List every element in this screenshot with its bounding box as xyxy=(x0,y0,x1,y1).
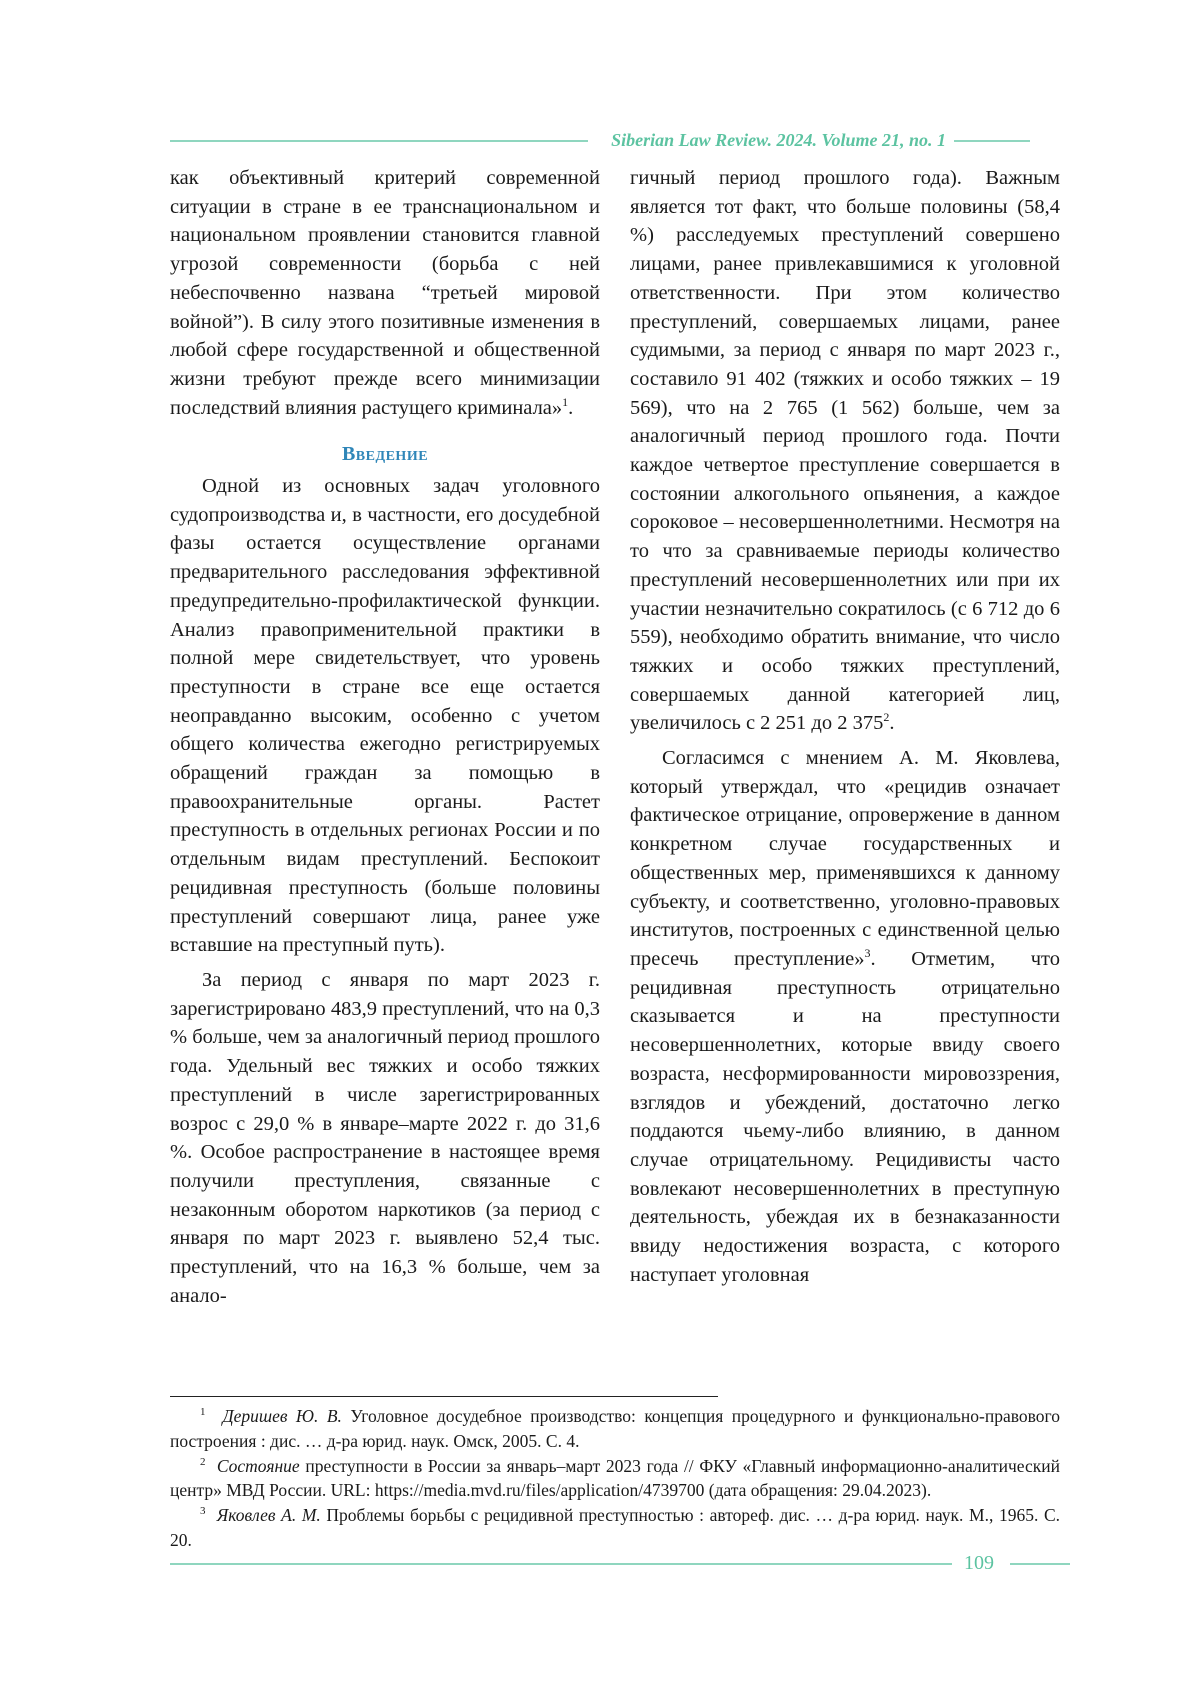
footnote-separator xyxy=(170,1396,718,1397)
paragraph xyxy=(170,164,600,422)
header-rule-right xyxy=(954,140,1030,142)
footnote-text: Уголовное досудебное производство: концепция процедурного и функционально-правового построения : дис. … д-ра юрид. наук. Омск, 2005. С. 4. xyxy=(170,1406,1061,1451)
journal-running-head: Siberian Law Review. 2024. Volume 21, no. 1 xyxy=(611,130,946,150)
paragraph xyxy=(630,164,1060,738)
footnote-number: 3 xyxy=(200,1505,206,1518)
footnote-text: Проблемы борьбы с рецидивной преступностью : автореф. дис. … д-ра юрид. наук. М., 1965. С. 20. xyxy=(170,1505,1060,1550)
paragraph: За период с января по март 2023 г. зарегистрировано 483,9 преступлений, что на 0,3 % больше, чем за аналогичный период прошлого года. Удельный вес тяжких и особо тяжких преступлений в числе зарегистрированных возрос с 29,0 % в январе–марте 2022 г. до 31,6 %. Особое распространение в настоящее время получили преступления, связанные с незаконным оборотом наркотиков (за период с января по март 2023 г. выявлено 52,4 тыс. преступлений, что на 16,3 % больше, чем за анало- xyxy=(170,968,600,1307)
footnote-number: 1 xyxy=(200,1406,206,1419)
paragraph-text: как объективный критерий современной ситуации в стране в ее транснациональном и национальном проявлении становится главной угрозой современности (борьба с ней небеспочвенно названа “третьей мировой войной”). В силу этого позитивные изменения в любой сфере государственной и общественной жизни требуют прежде всего минимизации последствий влияния растущего криминала» xyxy=(170,167,600,419)
punctuation: . xyxy=(889,712,895,735)
punctuation: . xyxy=(568,396,574,419)
left-column xyxy=(170,164,600,1310)
footnote-author: Состояние xyxy=(216,1455,300,1476)
footnote xyxy=(170,1404,1060,1454)
paragraph-text: Согласимся с мнением А. М. Яковлева, который утверждал, что «рецидив означает фактическое отрицание, опровержение в данном конкретном случае государственных и общественных мер, применявшихся к данному субъекту, и соответственно, уголовно-правовых институтов, построенных с единственной целью пресечь преступление» xyxy=(630,747,1060,970)
footnote-author: Деришев Ю. В. xyxy=(222,1406,342,1426)
footnote-number: 2 xyxy=(200,1455,206,1468)
footer-rule-left xyxy=(170,1563,952,1565)
footnote-ref[interactable]: 1 xyxy=(562,394,569,409)
footnote-ref[interactable]: 2 xyxy=(883,710,890,725)
paragraph xyxy=(630,744,1060,1289)
footer-rule-right xyxy=(1010,1563,1070,1565)
footnote xyxy=(170,1454,1060,1504)
footnote-text[interactable]: преступности в России за январь–март 2023 года // ФКУ «Главный информационно-аналитический центр» МВД России. URL: https://media.mvd.ru/files/application/4739700 (дата обращения: 29.04.2023). xyxy=(170,1455,1061,1501)
header-rule-left xyxy=(170,140,588,142)
footnote xyxy=(170,1503,1060,1553)
paragraph: Одной из основных задач уголовного судопроизводства и, в частности, его досудебной фазы остается осуществление органами предварительного расследования эффективной предупредительно-профилактической функции. Анализ правоприменительной практики в полной мере свидетельствует, что уровень преступности в стране все еще остается неоправданно высоким, особенно с учетом общего количества ежегодно регистрируемых обращений граждан за помощью в правоохранительные органы. Растет преступность в отдельных регионах России и по отдельным видам преступлений. Беспокоит рецидивная преступность (больше половины преступлений совершают лица, ранее уже вставшие на преступный путь). xyxy=(170,475,600,957)
footnote-ref[interactable]: 3 xyxy=(864,946,871,961)
right-column xyxy=(630,164,1060,1289)
paragraph-text: гичный период прошлого года). Важным является тот факт, что больше половины (58,4 %) расследуемых преступлений совершено лицами, ранее привлекавшимися к уголовной ответственности. При этом количество преступлений, совершаемых лицами, ранее судимыми, за период с января по март 2023 г., составило 91 402 (тяжких и особо тяжких – 19 569), что на 2 765 (1 562) больше, чем за аналогичный период прошлого года. Почти каждое четвертое преступление совершается в состоянии алкогольного опьянения, а каждое сороковое – несовершеннолетними. Несмотря на то что за сравниваемые периоды количество преступлений несовершеннолетних или при их участии незначительно сократилось (с 6 712 до 6 559), необходимо обратить внимание, что число тяжких и особо тяжких преступлений, совершаемых данной категорией лиц, увеличилось с 2 251 до 2 375 xyxy=(630,167,1060,735)
page-number: 109 xyxy=(964,1552,994,1574)
paragraph-text: . Отметим, что рецидивная преступность отрицательно сказывается и на преступности несовершеннолетних, которые ввиду своего возраста, несформированности мировоззрения, взглядов и убеждений, достаточно легко поддаются чьему-либо влиянию, в данном случае отрицательному. Рецидивисты часто вовлекают несовершеннолетних в преступную деятельность, убеждая их в безнаказанности ввиду недостижения возраста, с которого наступает уголовная xyxy=(630,947,1060,1286)
section-heading: Введение xyxy=(341,443,429,466)
footnotes xyxy=(170,1404,1060,1553)
footnote-author: Яковлев А. М. xyxy=(216,1505,321,1526)
